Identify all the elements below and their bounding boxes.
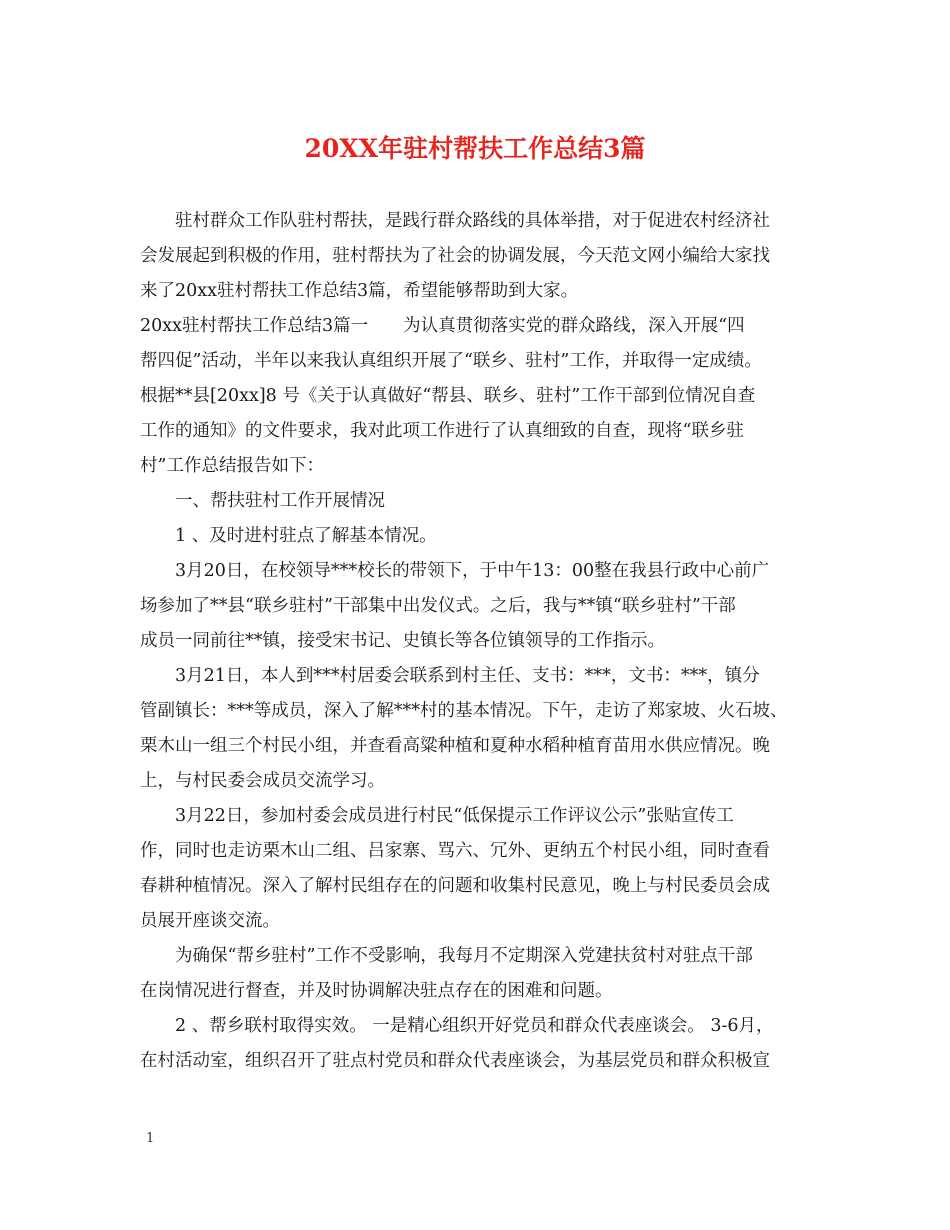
paragraph-line: 会发展起到积极的作用，驻村帮扶为了社会的协调发展，今天范文网小编给大家找 <box>140 246 770 266</box>
paragraph-line: 3月21日，本人到***村居委会联系到村主任、支书：***，文书：***，镇分 <box>175 666 760 686</box>
paragraph-line: 根据**县[20xx]8 号《关于认真做好“帮县、联乡、驻村”工作干部到位情况自查 <box>140 386 756 406</box>
paragraph-line: 场参加了**县“联乡驻村”干部集中出发仪式。之后，我与**镇“联乡驻村”干部 <box>140 596 736 616</box>
document-title: 20XX年驻村帮扶工作总结3篇 <box>304 134 646 163</box>
paragraph-line: 员展开座谈交流。 <box>140 911 280 931</box>
paragraph-line: 20xx驻村帮扶工作总结3篇一 为认真贯彻落实党的群众路线，深入开展“四 <box>140 316 745 336</box>
paragraph-line: 上，与村民委会成员交流学习。 <box>140 771 385 791</box>
paragraph-line: 3月22日，参加村委会成员进行村民“低保提示工作评议公示”张贴宣传工 <box>175 806 734 826</box>
paragraph-line: 管副镇长：***等成员，深入了解***村的基本情况。下午，走访了郑家坡、火石坡、 <box>140 701 788 721</box>
paragraph-line: 3月20日，在校领导***校长的带领下，于中午13：00整在我县行政中心前广 <box>175 561 770 581</box>
paragraph-line: 驻村群众工作队驻村帮扶，是践行群众路线的具体举措，对于促进农村经济社 <box>175 211 770 231</box>
subsection-heading: 1 、及时进村驻点了解基本情况。 <box>175 526 437 546</box>
paragraph-line: 作，同时也走访栗木山二组、吕家寨、骂六、冗外、更纳五个村民小组，同时查看 <box>140 841 770 861</box>
paragraph-line: 成员一同前往**镇，接受宋书记、史镇长等各位镇领导的工作指示。 <box>140 631 665 651</box>
paragraph-line: 工作的通知》的文件要求，我对此项工作进行了认真细致的自查，现将“联乡驻 <box>140 421 744 441</box>
page-number: 1 <box>146 1131 155 1146</box>
paragraph-line: 为确保“帮乡驻村”工作不受影响，我每月不定期深入党建扶贫村对驻点干部 <box>175 946 753 966</box>
paragraph-line: 在岗情况进行督查，并及时协调解决驻点存在的困难和问题。 <box>140 981 613 1001</box>
paragraph-line: 2 、帮乡联村取得实效。 一是精心组织开好党员和群众代表座谈会。 3-6月， <box>175 1016 774 1036</box>
paragraph-line: 村”工作总结报告如下： <box>140 456 324 476</box>
paragraph-line: 在村活动室，组织召开了驻点村党员和群众代表座谈会，为基层党员和群众积极宣 <box>140 1051 770 1071</box>
section-heading: 一、帮扶驻村工作开展情况 <box>175 491 385 511</box>
paragraph-line: 帮四促”活动，半年以来我认真组织开展了“联乡、驻村”工作，并取得一定成绩。 <box>140 351 762 371</box>
paragraph-line: 来了20xx驻村帮扶工作总结3篇，希望能够帮助到大家。 <box>140 281 579 301</box>
paragraph-line: 栗木山一组三个村民小组，并查看高粱种植和夏种水稻种植育苗用水供应情况。晚 <box>140 736 770 756</box>
paragraph-line: 春耕种植情况。深入了解村民组存在的问题和收集村民意见，晚上与村民委员会成 <box>140 876 770 896</box>
